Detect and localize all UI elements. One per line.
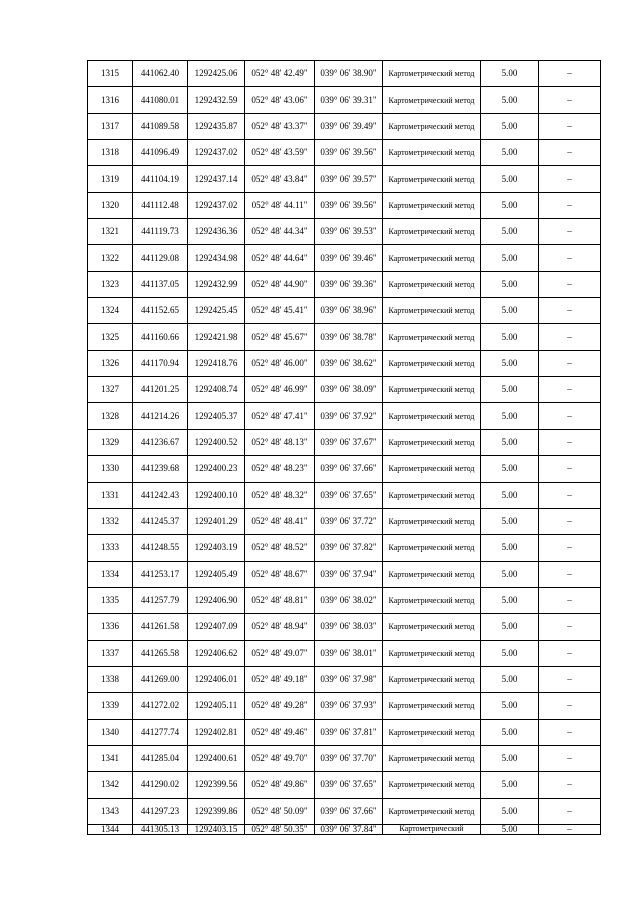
table-row — [88, 745, 601, 771]
y-coordinate-cell: 1292400.61 — [188, 745, 245, 771]
method-cell: Картометрический метод — [383, 745, 481, 771]
x-coordinate-cell: 441297.23 — [133, 798, 188, 824]
x-coordinate-cell: 441245.37 — [133, 508, 188, 534]
method-cell: Картометрический метод — [383, 298, 481, 324]
longitude-cell: 039° 06' 37.70" — [315, 745, 383, 771]
method-cell: Картометрический метод — [383, 87, 481, 113]
latitude-cell: 052° 48' 43.59" — [245, 140, 315, 166]
point-number-cell: 1323 — [88, 271, 133, 297]
method-cell: Картометрический метод — [383, 456, 481, 482]
y-coordinate-cell: 1292432.59 — [188, 87, 245, 113]
longitude-cell: 039° 06' 37.84" — [315, 824, 383, 834]
longitude-cell: 039° 06' 37.72" — [315, 508, 383, 534]
accuracy-cell: 5.00 — [481, 561, 539, 587]
table-row — [88, 456, 601, 482]
accuracy-cell: 5.00 — [481, 587, 539, 613]
method-cell: Картометрический — [383, 824, 481, 834]
method-cell: Картометрический метод — [383, 535, 481, 561]
x-coordinate-cell: 441112.48 — [133, 192, 188, 218]
point-number-cell: 1326 — [88, 350, 133, 376]
x-coordinate-cell: 441201.25 — [133, 377, 188, 403]
y-coordinate-cell: 1292425.06 — [188, 61, 245, 87]
point-number-cell: 1335 — [88, 587, 133, 613]
note-cell: – — [539, 113, 601, 139]
latitude-cell: 052° 48' 46.00" — [245, 350, 315, 376]
y-coordinate-cell: 1292436.36 — [188, 219, 245, 245]
longitude-cell: 039° 06' 39.49" — [315, 113, 383, 139]
table-row — [88, 245, 601, 271]
latitude-cell: 052° 48' 45.41" — [245, 298, 315, 324]
accuracy-cell: 5.00 — [481, 429, 539, 455]
method-cell: Картометрический метод — [383, 508, 481, 534]
longitude-cell: 039° 06' 39.56" — [315, 192, 383, 218]
longitude-cell: 039° 06' 38.90" — [315, 61, 383, 87]
note-cell: – — [539, 140, 601, 166]
y-coordinate-cell: 1292418.76 — [188, 350, 245, 376]
method-cell: Картометрический метод — [383, 666, 481, 692]
x-coordinate-cell: 441080.01 — [133, 87, 188, 113]
longitude-cell: 039° 06' 39.56" — [315, 140, 383, 166]
longitude-cell: 039° 06' 39.46" — [315, 245, 383, 271]
point-number-cell: 1338 — [88, 666, 133, 692]
y-coordinate-cell: 1292403.19 — [188, 535, 245, 561]
point-number-cell: 1329 — [88, 429, 133, 455]
x-coordinate-cell: 441285.04 — [133, 745, 188, 771]
latitude-cell: 052° 48' 49.18" — [245, 666, 315, 692]
latitude-cell: 052° 48' 48.81" — [245, 587, 315, 613]
y-coordinate-cell: 1292400.23 — [188, 456, 245, 482]
latitude-cell: 052° 48' 50.35" — [245, 824, 315, 834]
table-row — [88, 640, 601, 666]
method-cell: Картометрический метод — [383, 192, 481, 218]
point-number-cell: 1337 — [88, 640, 133, 666]
longitude-cell: 039° 06' 37.81" — [315, 719, 383, 745]
accuracy-cell: 5.00 — [481, 508, 539, 534]
y-coordinate-cell: 1292434.98 — [188, 245, 245, 271]
accuracy-cell: 5.00 — [481, 640, 539, 666]
accuracy-cell: 5.00 — [481, 456, 539, 482]
x-coordinate-cell: 441265.58 — [133, 640, 188, 666]
method-cell: Картометрический метод — [383, 614, 481, 640]
table-row — [88, 772, 601, 798]
longitude-cell: 039° 06' 37.65" — [315, 482, 383, 508]
x-coordinate-cell: 441089.58 — [133, 113, 188, 139]
table-row — [88, 166, 601, 192]
table-body — [88, 61, 601, 835]
accuracy-cell: 5.00 — [481, 324, 539, 350]
latitude-cell: 052° 48' 48.94" — [245, 614, 315, 640]
longitude-cell: 039° 06' 37.98" — [315, 666, 383, 692]
method-cell: Картометрический метод — [383, 166, 481, 192]
accuracy-cell: 5.00 — [481, 482, 539, 508]
longitude-cell: 039° 06' 37.82" — [315, 535, 383, 561]
y-coordinate-cell: 1292403.15 — [188, 824, 245, 834]
x-coordinate-cell: 441170.94 — [133, 350, 188, 376]
table-row — [88, 824, 601, 834]
latitude-cell: 052° 48' 48.13" — [245, 429, 315, 455]
latitude-cell: 052° 48' 44.90" — [245, 271, 315, 297]
point-number-cell: 1342 — [88, 772, 133, 798]
x-coordinate-cell: 441261.58 — [133, 614, 188, 640]
latitude-cell: 052° 48' 49.86" — [245, 772, 315, 798]
x-coordinate-cell: 441277.74 — [133, 719, 188, 745]
longitude-cell: 039° 06' 38.96" — [315, 298, 383, 324]
y-coordinate-cell: 1292435.87 — [188, 113, 245, 139]
table-row — [88, 87, 601, 113]
note-cell: – — [539, 298, 601, 324]
y-coordinate-cell: 1292405.11 — [188, 693, 245, 719]
longitude-cell: 039° 06' 37.66" — [315, 798, 383, 824]
table-row — [88, 113, 601, 139]
table-row — [88, 140, 601, 166]
note-cell: – — [539, 456, 601, 482]
point-number-cell: 1331 — [88, 482, 133, 508]
x-coordinate-cell: 441137.05 — [133, 271, 188, 297]
x-coordinate-cell: 441160.66 — [133, 324, 188, 350]
x-coordinate-cell: 441214.26 — [133, 403, 188, 429]
accuracy-cell: 5.00 — [481, 166, 539, 192]
accuracy-cell: 5.00 — [481, 745, 539, 771]
latitude-cell: 052° 48' 48.52" — [245, 535, 315, 561]
longitude-cell: 039° 06' 39.57" — [315, 166, 383, 192]
latitude-cell: 052° 48' 43.37" — [245, 113, 315, 139]
longitude-cell: 039° 06' 37.66" — [315, 456, 383, 482]
table-row — [88, 587, 601, 613]
note-cell: – — [539, 587, 601, 613]
longitude-cell: 039° 06' 39.53" — [315, 219, 383, 245]
note-cell: – — [539, 429, 601, 455]
y-coordinate-cell: 1292437.14 — [188, 166, 245, 192]
note-cell: – — [539, 403, 601, 429]
point-number-cell: 1330 — [88, 456, 133, 482]
note-cell: – — [539, 693, 601, 719]
latitude-cell: 052° 48' 42.49" — [245, 61, 315, 87]
y-coordinate-cell: 1292437.02 — [188, 192, 245, 218]
x-coordinate-cell: 441290.02 — [133, 772, 188, 798]
note-cell: – — [539, 824, 601, 834]
accuracy-cell: 5.00 — [481, 535, 539, 561]
note-cell: – — [539, 87, 601, 113]
y-coordinate-cell: 1292401.29 — [188, 508, 245, 534]
note-cell: – — [539, 614, 601, 640]
method-cell: Картометрический метод — [383, 429, 481, 455]
y-coordinate-cell: 1292425.45 — [188, 298, 245, 324]
method-cell: Картометрический метод — [383, 245, 481, 271]
method-cell: Картометрический метод — [383, 482, 481, 508]
x-coordinate-cell: 441062.40 — [133, 61, 188, 87]
latitude-cell: 052° 48' 48.67" — [245, 561, 315, 587]
method-cell: Картометрический метод — [383, 772, 481, 798]
accuracy-cell: 5.00 — [481, 140, 539, 166]
accuracy-cell: 5.00 — [481, 350, 539, 376]
table-row — [88, 192, 601, 218]
point-number-cell: 1332 — [88, 508, 133, 534]
y-coordinate-cell: 1292402.81 — [188, 719, 245, 745]
accuracy-cell: 5.00 — [481, 113, 539, 139]
point-number-cell: 1343 — [88, 798, 133, 824]
latitude-cell: 052° 48' 43.84" — [245, 166, 315, 192]
method-cell: Картометрический метод — [383, 61, 481, 87]
y-coordinate-cell: 1292437.02 — [188, 140, 245, 166]
note-cell: – — [539, 219, 601, 245]
x-coordinate-cell: 441096.49 — [133, 140, 188, 166]
accuracy-cell: 5.00 — [481, 798, 539, 824]
table-row — [88, 693, 601, 719]
note-cell: – — [539, 166, 601, 192]
method-cell: Картометрический метод — [383, 798, 481, 824]
x-coordinate-cell: 441253.17 — [133, 561, 188, 587]
table-row — [88, 403, 601, 429]
longitude-cell: 039° 06' 39.36" — [315, 271, 383, 297]
x-coordinate-cell: 441269.00 — [133, 666, 188, 692]
point-number-cell: 1328 — [88, 403, 133, 429]
note-cell: – — [539, 350, 601, 376]
method-cell: Картометрический метод — [383, 640, 481, 666]
method-cell: Картометрический метод — [383, 324, 481, 350]
accuracy-cell: 5.00 — [481, 719, 539, 745]
latitude-cell: 052° 48' 49.07" — [245, 640, 315, 666]
accuracy-cell: 5.00 — [481, 61, 539, 87]
y-coordinate-cell: 1292400.10 — [188, 482, 245, 508]
point-number-cell: 1327 — [88, 377, 133, 403]
longitude-cell: 039° 06' 38.03" — [315, 614, 383, 640]
y-coordinate-cell: 1292406.90 — [188, 587, 245, 613]
latitude-cell: 052° 48' 49.70" — [245, 745, 315, 771]
point-number-cell: 1339 — [88, 693, 133, 719]
latitude-cell: 052° 48' 50.09" — [245, 798, 315, 824]
note-cell: – — [539, 61, 601, 87]
accuracy-cell: 5.00 — [481, 219, 539, 245]
longitude-cell: 039° 06' 39.31" — [315, 87, 383, 113]
point-number-cell: 1319 — [88, 166, 133, 192]
accuracy-cell: 5.00 — [481, 614, 539, 640]
point-number-cell: 1324 — [88, 298, 133, 324]
y-coordinate-cell: 1292406.01 — [188, 666, 245, 692]
table-row — [88, 350, 601, 376]
accuracy-cell: 5.00 — [481, 298, 539, 324]
latitude-cell: 052° 48' 45.67" — [245, 324, 315, 350]
x-coordinate-cell: 441272.02 — [133, 693, 188, 719]
y-coordinate-cell: 1292405.49 — [188, 561, 245, 587]
point-number-cell: 1315 — [88, 61, 133, 87]
table-row — [88, 429, 601, 455]
x-coordinate-cell: 441104.19 — [133, 166, 188, 192]
accuracy-cell: 5.00 — [481, 245, 539, 271]
table-row — [88, 271, 601, 297]
y-coordinate-cell: 1292408.74 — [188, 377, 245, 403]
note-cell: – — [539, 535, 601, 561]
longitude-cell: 039° 06' 37.94" — [315, 561, 383, 587]
note-cell: – — [539, 271, 601, 297]
point-number-cell: 1317 — [88, 113, 133, 139]
y-coordinate-cell: 1292406.62 — [188, 640, 245, 666]
note-cell: – — [539, 561, 601, 587]
table-row — [88, 614, 601, 640]
latitude-cell: 052° 48' 47.41" — [245, 403, 315, 429]
accuracy-cell: 5.00 — [481, 824, 539, 834]
accuracy-cell: 5.00 — [481, 377, 539, 403]
latitude-cell: 052° 48' 44.34" — [245, 219, 315, 245]
latitude-cell: 052° 48' 44.64" — [245, 245, 315, 271]
latitude-cell: 052° 48' 48.32" — [245, 482, 315, 508]
note-cell: – — [539, 324, 601, 350]
accuracy-cell: 5.00 — [481, 403, 539, 429]
coordinates-table — [87, 60, 601, 835]
accuracy-cell: 5.00 — [481, 271, 539, 297]
y-coordinate-cell: 1292432.99 — [188, 271, 245, 297]
accuracy-cell: 5.00 — [481, 693, 539, 719]
x-coordinate-cell: 441257.79 — [133, 587, 188, 613]
y-coordinate-cell: 1292407.09 — [188, 614, 245, 640]
note-cell: – — [539, 666, 601, 692]
longitude-cell: 039° 06' 37.65" — [315, 772, 383, 798]
note-cell: – — [539, 245, 601, 271]
x-coordinate-cell: 441119.73 — [133, 219, 188, 245]
latitude-cell: 052° 48' 43.06" — [245, 87, 315, 113]
note-cell: – — [539, 482, 601, 508]
accuracy-cell: 5.00 — [481, 192, 539, 218]
x-coordinate-cell: 441305.13 — [133, 824, 188, 834]
point-number-cell: 1320 — [88, 192, 133, 218]
x-coordinate-cell: 441236.67 — [133, 429, 188, 455]
method-cell: Картометрический метод — [383, 561, 481, 587]
latitude-cell: 052° 48' 49.46" — [245, 719, 315, 745]
latitude-cell: 052° 48' 48.41" — [245, 508, 315, 534]
table-row — [88, 535, 601, 561]
x-coordinate-cell: 441129.08 — [133, 245, 188, 271]
point-number-cell: 1322 — [88, 245, 133, 271]
accuracy-cell: 5.00 — [481, 87, 539, 113]
table-row — [88, 719, 601, 745]
note-cell: – — [539, 640, 601, 666]
y-coordinate-cell: 1292421.98 — [188, 324, 245, 350]
table-row — [88, 377, 601, 403]
y-coordinate-cell: 1292399.56 — [188, 772, 245, 798]
longitude-cell: 039° 06' 38.01" — [315, 640, 383, 666]
point-number-cell: 1316 — [88, 87, 133, 113]
table-row — [88, 666, 601, 692]
longitude-cell: 039° 06' 37.67" — [315, 429, 383, 455]
point-number-cell: 1340 — [88, 719, 133, 745]
note-cell: – — [539, 745, 601, 771]
table-row — [88, 298, 601, 324]
method-cell: Картометрический метод — [383, 219, 481, 245]
x-coordinate-cell: 441239.68 — [133, 456, 188, 482]
point-number-cell: 1336 — [88, 614, 133, 640]
table-row — [88, 508, 601, 534]
note-cell: – — [539, 377, 601, 403]
latitude-cell: 052° 48' 44.11" — [245, 192, 315, 218]
latitude-cell: 052° 48' 48.23" — [245, 456, 315, 482]
point-number-cell: 1344 — [88, 824, 133, 834]
method-cell: Картометрический метод — [383, 403, 481, 429]
table-row — [88, 482, 601, 508]
x-coordinate-cell: 441242.43 — [133, 482, 188, 508]
method-cell: Картометрический метод — [383, 693, 481, 719]
method-cell: Картометрический метод — [383, 587, 481, 613]
longitude-cell: 039° 06' 37.93" — [315, 693, 383, 719]
accuracy-cell: 5.00 — [481, 666, 539, 692]
longitude-cell: 039° 06' 38.09" — [315, 377, 383, 403]
x-coordinate-cell: 441248.55 — [133, 535, 188, 561]
point-number-cell: 1321 — [88, 219, 133, 245]
longitude-cell: 039° 06' 38.62" — [315, 350, 383, 376]
table-row — [88, 798, 601, 824]
point-number-cell: 1341 — [88, 745, 133, 771]
latitude-cell: 052° 48' 46.99" — [245, 377, 315, 403]
point-number-cell: 1333 — [88, 535, 133, 561]
table-row — [88, 324, 601, 350]
method-cell: Картометрический метод — [383, 271, 481, 297]
table-row — [88, 219, 601, 245]
point-number-cell: 1325 — [88, 324, 133, 350]
y-coordinate-cell: 1292400.52 — [188, 429, 245, 455]
table-row — [88, 61, 601, 87]
point-number-cell: 1334 — [88, 561, 133, 587]
longitude-cell: 039° 06' 38.78" — [315, 324, 383, 350]
method-cell: Картометрический метод — [383, 113, 481, 139]
x-coordinate-cell: 441152.65 — [133, 298, 188, 324]
method-cell: Картометрический метод — [383, 719, 481, 745]
method-cell: Картометрический метод — [383, 350, 481, 376]
note-cell: – — [539, 508, 601, 534]
note-cell: – — [539, 798, 601, 824]
latitude-cell: 052° 48' 49.28" — [245, 693, 315, 719]
accuracy-cell: 5.00 — [481, 772, 539, 798]
method-cell: Картометрический метод — [383, 140, 481, 166]
longitude-cell: 039° 06' 38.02" — [315, 587, 383, 613]
method-cell: Картометрический метод — [383, 377, 481, 403]
y-coordinate-cell: 1292405.37 — [188, 403, 245, 429]
table-row — [88, 561, 601, 587]
note-cell: – — [539, 772, 601, 798]
y-coordinate-cell: 1292399.86 — [188, 798, 245, 824]
note-cell: – — [539, 192, 601, 218]
note-cell: – — [539, 719, 601, 745]
longitude-cell: 039° 06' 37.92" — [315, 403, 383, 429]
point-number-cell: 1318 — [88, 140, 133, 166]
